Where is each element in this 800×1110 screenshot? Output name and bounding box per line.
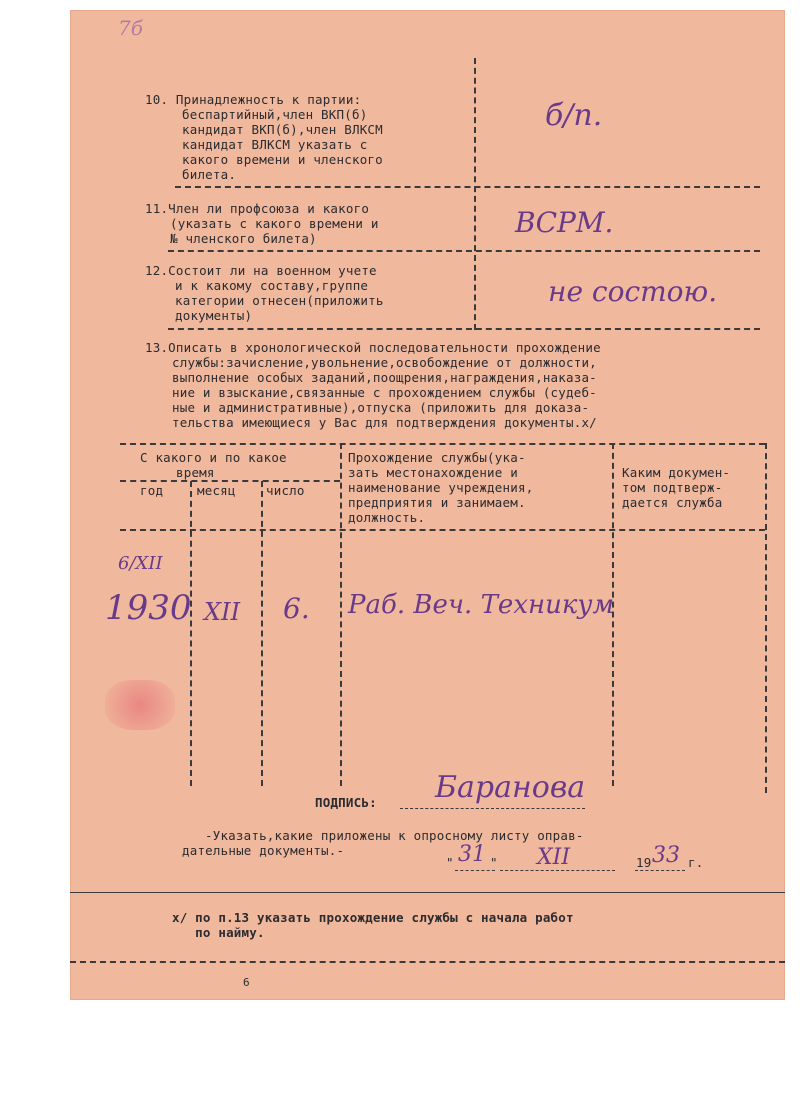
table-col-service-5: должность.	[348, 510, 426, 525]
row-year: 1930	[105, 588, 192, 628]
date-year-prefix: 19	[636, 855, 652, 870]
table-col-divider-1	[190, 481, 192, 786]
q13-line-4: ние и взыскание,связанные с прохождением службы (судеб-	[172, 385, 597, 400]
table-col-service-2: зать местонахождение и	[348, 465, 518, 480]
q12-line-2: и к какому составу,группе	[175, 278, 369, 293]
table-col-document-3: дается служба	[622, 495, 723, 510]
date-year-line	[635, 870, 685, 871]
footnote-line-1: х/ по п.13 указать прохождение службы с начала работ	[172, 910, 574, 925]
date-open-quote: "	[446, 855, 454, 870]
attachments-note-line-1: -Указать,какие приложены к опросному листу оправ-	[205, 828, 584, 843]
table-col-year: год	[140, 483, 164, 498]
table-col-document-1: Каким докумен-	[622, 465, 731, 480]
q13-line-6: тельства имеющиеся у Вас для подтверждения документы.х/	[172, 415, 597, 430]
q13-line-2: службы:зачисление,увольнение,освобождение от должности,	[172, 355, 597, 370]
table-group-header-1: С какого и по какое	[140, 450, 287, 465]
q11-line-3: № членского билета)	[170, 231, 317, 246]
date-day: 31	[458, 842, 486, 867]
q11-bottom-rule	[168, 250, 760, 252]
row-month: XII	[204, 598, 241, 626]
q10-line-6: билета.	[182, 167, 237, 182]
q12-line-3: категории отнесен(приложить	[175, 293, 384, 308]
signature-line	[400, 808, 585, 809]
q10-line-4: кандидат ВЛКСМ указать с	[182, 137, 368, 152]
date-close-quote: "	[490, 855, 498, 870]
row-year-note: 6/XII	[118, 553, 163, 574]
date-month: XII	[537, 845, 571, 870]
q13-line-3: выполнение особых заданий,поощрения,награждения,наказа-	[172, 370, 597, 385]
q12-line-1: 12.Состоит ли на военном учете	[145, 263, 377, 278]
date-suffix: г.	[688, 855, 704, 870]
answers-divider	[474, 58, 476, 330]
row-day: 6.	[283, 592, 310, 625]
page-mark: 6	[243, 976, 250, 989]
signature-label: ПОДПИСЬ:	[315, 795, 377, 810]
q10-line-2: беспартийный,член ВКП(б)	[182, 107, 368, 122]
table-col-service-3: наименование учреждения,	[348, 480, 534, 495]
q12-answer: не состою.	[548, 275, 718, 308]
q12-bottom-rule	[168, 328, 760, 330]
q11-line-1: 11.Член ли профсоюза и какого	[145, 201, 370, 216]
table-right-border	[765, 443, 767, 793]
date-day-line	[455, 870, 495, 871]
corner-note: 7б	[118, 16, 143, 40]
table-col-service-1: Прохождение службы(ука-	[348, 450, 526, 465]
q10-line-1: 10. Принадлежность к партии:	[145, 92, 362, 107]
q10-line-3: кандидат ВКП(б),член ВЛКСМ	[182, 122, 383, 137]
table-col-document-2: том подтверж-	[622, 480, 723, 495]
q12-line-4: документы)	[175, 308, 253, 323]
table-col-divider-2	[261, 481, 263, 786]
q10-line-5: какого времени и членского	[182, 152, 383, 167]
q11-line-2: (указать с какого времени и	[170, 216, 379, 231]
table-header-bottom-rule	[120, 529, 765, 531]
table-col-service-4: предприятия и занимаем.	[348, 495, 526, 510]
table-subheader-rule	[120, 480, 340, 482]
table-col-divider-3	[340, 443, 342, 786]
table-col-day: число	[266, 483, 305, 498]
table-col-month: месяц	[197, 483, 236, 498]
ink-stain	[105, 680, 175, 730]
table-top-rule	[120, 443, 765, 445]
date-month-line	[500, 870, 615, 871]
row-service: Раб. Веч. Техникум	[348, 590, 615, 620]
q10-bottom-rule	[175, 186, 760, 188]
q11-answer: ВСРМ.	[515, 206, 614, 239]
footnote-rule-top	[70, 892, 785, 893]
q13-line-5: ные и административные),отпуска (приложить для доказа-	[172, 400, 590, 415]
footnote-line-2: по найму.	[172, 925, 265, 940]
q10-answer: б/п.	[545, 98, 603, 133]
date-year-suffix: 33	[652, 843, 680, 868]
table-group-header-2: время	[176, 465, 215, 480]
signature-value: Баранова	[435, 770, 586, 805]
q13-line-1: 13.Описать в хронологической последовательности прохождение	[145, 340, 601, 355]
attachments-note-line-2: дательные документы.-	[182, 843, 345, 858]
footnote-rule-bottom	[70, 961, 785, 963]
